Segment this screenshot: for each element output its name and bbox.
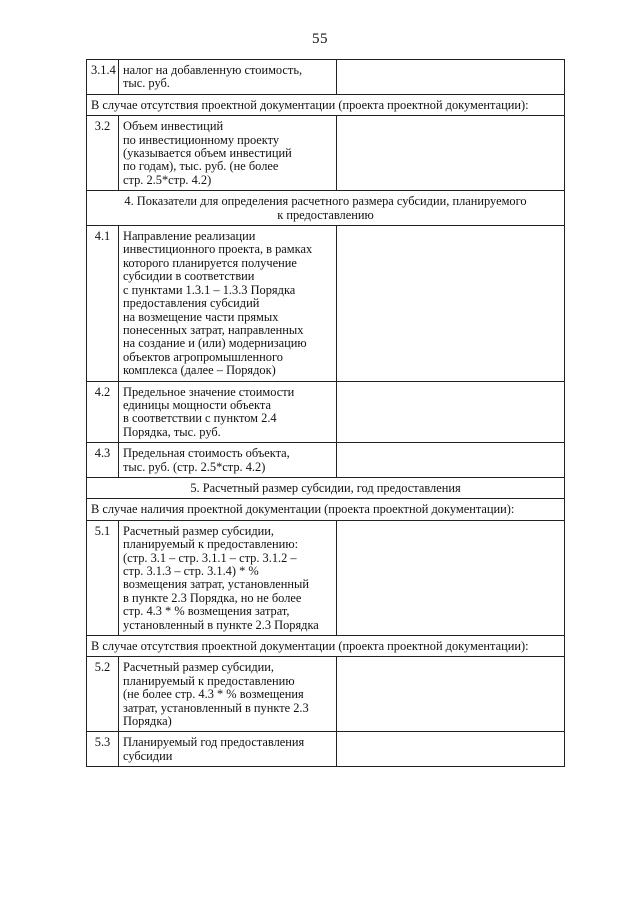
row-number: 3.1.4	[87, 60, 119, 95]
row-label-line: комплекса (далее – Порядок)	[123, 363, 276, 378]
section-heading-row	[87, 477, 565, 498]
row-label-line: стр. 2.5*стр. 4.2)	[123, 172, 212, 187]
row-label-line: Предельное значение стоимости	[123, 384, 295, 399]
subsidy-form-table	[86, 59, 565, 767]
condition-note: В случае наличия проектной документации (проекта проектной документации):	[87, 499, 565, 520]
row-number: 4.3	[87, 443, 119, 478]
form-row	[87, 60, 565, 95]
condition-note-row	[87, 499, 565, 520]
row-label-line: Порядка)	[123, 714, 172, 729]
row-value-field[interactable]	[337, 520, 565, 635]
section-heading-line: к предоставлению	[277, 207, 374, 222]
condition-note: В случае отсутствия проектной документации (проекта проектной документации):	[87, 94, 565, 115]
form-row	[87, 381, 565, 443]
row-label	[119, 520, 337, 635]
row-label-line: предоставления субсидий	[123, 296, 260, 311]
row-label-line: Предельная стоимость объекта,	[123, 446, 290, 461]
form-row	[87, 520, 565, 635]
form-row	[87, 657, 565, 732]
row-value-field[interactable]	[337, 60, 565, 95]
row-label-line: налог на добавленную стоимость,	[123, 63, 303, 77]
row-number: 5.3	[87, 732, 119, 767]
row-number: 4.1	[87, 226, 119, 381]
row-label-line: Порядка, тыс. руб.	[123, 424, 221, 439]
row-label-line: на возмещение части прямых	[123, 309, 279, 324]
row-label-line: Направление реализации	[123, 229, 256, 244]
row-value-field[interactable]	[337, 732, 565, 767]
row-value-field[interactable]	[337, 116, 565, 191]
row-label-line: субсидии в соответствии	[123, 269, 255, 284]
section-heading-line: 4. Показатели для определения расчетного размера субсидии, планируемого	[124, 194, 527, 209]
row-label	[119, 116, 337, 191]
row-number: 3.2	[87, 116, 119, 191]
row-label-line: стр. 3.1.3 – стр. 3.1.4) * %	[123, 564, 259, 578]
row-label	[119, 381, 337, 443]
row-label	[119, 732, 337, 767]
row-label-line: по инвестиционному проекту	[123, 132, 280, 147]
row-label-line: возмещения затрат, установленный	[123, 577, 309, 592]
row-label-line: на создание и (или) модернизацию	[123, 336, 307, 351]
row-label	[119, 226, 337, 381]
row-label-line: Планируемый год предоставления	[123, 735, 305, 750]
section-heading	[87, 477, 565, 498]
row-label-line: планируемый к предоставлению:	[123, 537, 299, 552]
row-number: 4.2	[87, 381, 119, 443]
row-label-line: тыс. руб. (стр. 2.5*стр. 4.2)	[123, 459, 266, 474]
row-label-line: (стр. 3.1 – стр. 3.1.1 – стр. 3.1.2 –	[123, 550, 297, 565]
row-label	[119, 443, 337, 478]
row-value-field[interactable]	[337, 226, 565, 381]
row-label-line: единицы мощности объекта	[123, 397, 271, 412]
row-number: 5.1	[87, 520, 119, 635]
section-heading	[87, 191, 565, 226]
row-value-field[interactable]	[337, 443, 565, 478]
row-label-line: в соответствии с пунктом 2.4	[123, 411, 277, 426]
row-label-line: (указывается объем инвестиций	[123, 146, 292, 161]
section-heading-row	[87, 191, 565, 226]
row-label	[119, 657, 337, 732]
row-label-line: понесенных затрат, направленных	[123, 322, 304, 337]
row-label-line: Объем инвестиций	[123, 119, 224, 134]
page-number: 55	[312, 31, 328, 47]
row-label-line: Расчетный размер субсидии,	[123, 660, 274, 675]
row-label-line: Расчетный размер субсидии,	[123, 523, 274, 538]
row-label-line: планируемый к предоставлению	[123, 673, 295, 688]
row-label	[119, 60, 337, 95]
row-value-field[interactable]	[337, 657, 565, 732]
row-label-line: тыс. руб.	[123, 76, 170, 91]
row-label-line: с пунктами 1.3.1 – 1.3.3 Порядка	[123, 282, 296, 297]
row-label-line: (не более стр. 4.3 * % возмещения	[123, 687, 304, 702]
form-row	[87, 443, 565, 478]
form-row	[87, 116, 565, 191]
row-value-field[interactable]	[337, 381, 565, 443]
row-label-line: в пункте 2.3 Порядка, но не более	[123, 590, 302, 605]
row-label-line: субсидии	[123, 748, 173, 763]
row-label-line: установленный в пункте 2.3 Порядка	[123, 617, 319, 632]
row-label-line: которого планируется получение	[123, 255, 297, 270]
section-heading-line: 5. Расчетный размер субсидии, год предоставления	[190, 480, 461, 495]
form-table-body	[87, 60, 565, 767]
row-label-line: затрат, установленный в пункте 2.3	[123, 700, 309, 715]
row-label-line: стр. 4.3 * % возмещения затрат,	[123, 604, 290, 619]
form-row	[87, 732, 565, 767]
condition-note: В случае отсутствия проектной документации (проекта проектной документации):	[87, 636, 565, 657]
row-label-line: по годам), тыс. руб. (не более	[123, 159, 279, 174]
condition-note-row	[87, 636, 565, 657]
row-label-line: объектов агропромышленного	[123, 349, 283, 364]
row-label-line: инвестиционного проекта, в рамках	[123, 242, 313, 257]
condition-note-row	[87, 94, 565, 115]
form-row	[87, 226, 565, 381]
row-number: 5.2	[87, 657, 119, 732]
